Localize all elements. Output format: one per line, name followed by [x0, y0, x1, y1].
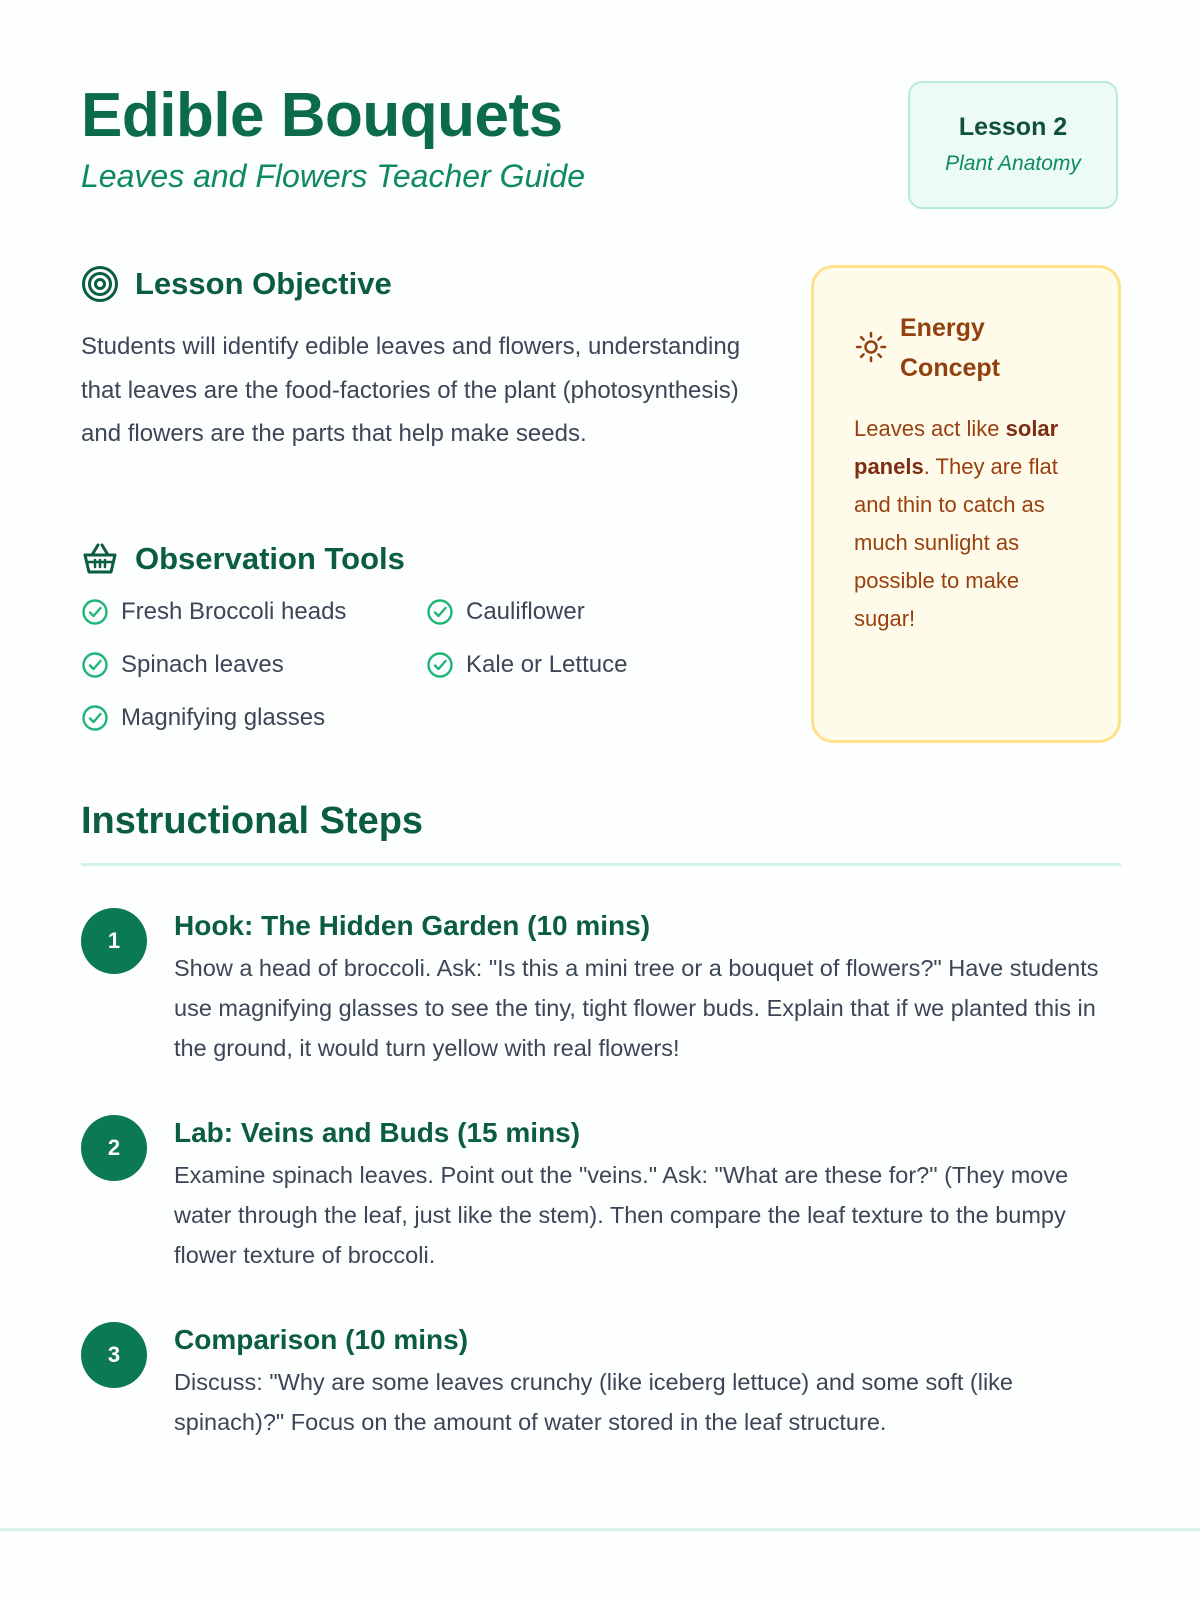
- tools-heading-label: Observation Tools: [135, 541, 405, 576]
- objective-text: Students will identify edible leaves and flowers, understanding that leaves are the food-factories of the plant (photosynthesis) and flowers are the parts that help make seeds.: [81, 333, 741, 447]
- list-item: [81, 698, 426, 737]
- lesson-badge: [908, 81, 1118, 209]
- target-icon: [81, 265, 119, 303]
- energy-text: [854, 410, 1078, 638]
- tool-label: Spinach leaves: [121, 650, 284, 678]
- footer-divider: [0, 1528, 1200, 1531]
- energy-heading-label: Energy Concept: [900, 314, 1000, 382]
- tool-label: Kale or Lettuce: [466, 650, 628, 678]
- energy-text-end: . They are flat and thin to catch as much sunlight as possible to make sugar!: [854, 454, 1058, 631]
- energy-concept-card: [811, 265, 1121, 743]
- step-number-badge: 1: [81, 908, 147, 974]
- page-subtitle: Leaves and Flowers Teacher Guide: [81, 158, 585, 194]
- step-text: Examine spinach leaves. Point out the "veins." Ask: "What are these for?" (They move water through the leaf, just like the stem). Then compare the leaf texture to the bumpy flower texture of broccoli.: [174, 1162, 1069, 1268]
- list-item: [81, 592, 426, 631]
- objective-heading-label: Lesson Objective: [135, 266, 392, 301]
- list-item: [426, 645, 771, 684]
- tool-label: Cauliflower: [466, 597, 585, 625]
- step-title: Lab: Veins and Buds (15 mins): [174, 1117, 581, 1148]
- objective-heading: [81, 265, 392, 303]
- step-body: [174, 1322, 1121, 1442]
- lesson-topic: Plant Anatomy: [945, 152, 1081, 175]
- step-body: [174, 908, 1121, 1068]
- step-text: Discuss: "Why are some leaves crunchy (like iceberg lettuce) and some soft (like spinach)?" Focus on the amount of water stored in the leaf structure.: [174, 1369, 1013, 1435]
- tool-label: Magnifying glasses: [121, 703, 326, 731]
- step-title: Comparison (10 mins): [174, 1324, 469, 1355]
- check-circle-icon: [426, 651, 454, 679]
- energy-text-start: Leaves act like: [854, 416, 1006, 441]
- step-number-badge: 2: [81, 1115, 147, 1181]
- divider: [81, 863, 1121, 866]
- check-circle-icon: [426, 598, 454, 626]
- check-circle-icon: [81, 704, 109, 732]
- step-number-badge: 3: [81, 1322, 147, 1388]
- tools-heading: [81, 540, 405, 578]
- check-circle-icon: [81, 598, 109, 626]
- list-item: [426, 592, 771, 631]
- step-body: [174, 1115, 1121, 1275]
- steps-heading: Instructional Steps: [81, 800, 424, 842]
- sun-icon: [854, 330, 888, 364]
- list-item: [81, 645, 426, 684]
- step-text: Show a head of broccoli. Ask: "Is this a mini tree or a bouquet of flowers?" Have students use magnifying glasses to see the tiny, tight flower buds. Explain that if we planted this in the ground, it would turn yellow with real flowers!: [174, 955, 1099, 1061]
- energy-text-highlight: solar panels: [854, 416, 1059, 479]
- page-title: Edible Bouquets: [81, 81, 563, 150]
- energy-heading: [854, 308, 1078, 388]
- step-title: Hook: The Hidden Garden (10 mins): [174, 910, 651, 941]
- tool-label: Fresh Broccoli heads: [121, 597, 347, 625]
- tools-list: [81, 592, 771, 737]
- basket-icon: [81, 540, 119, 578]
- check-circle-icon: [81, 651, 109, 679]
- lesson-number: Lesson 2: [958, 113, 1068, 141]
